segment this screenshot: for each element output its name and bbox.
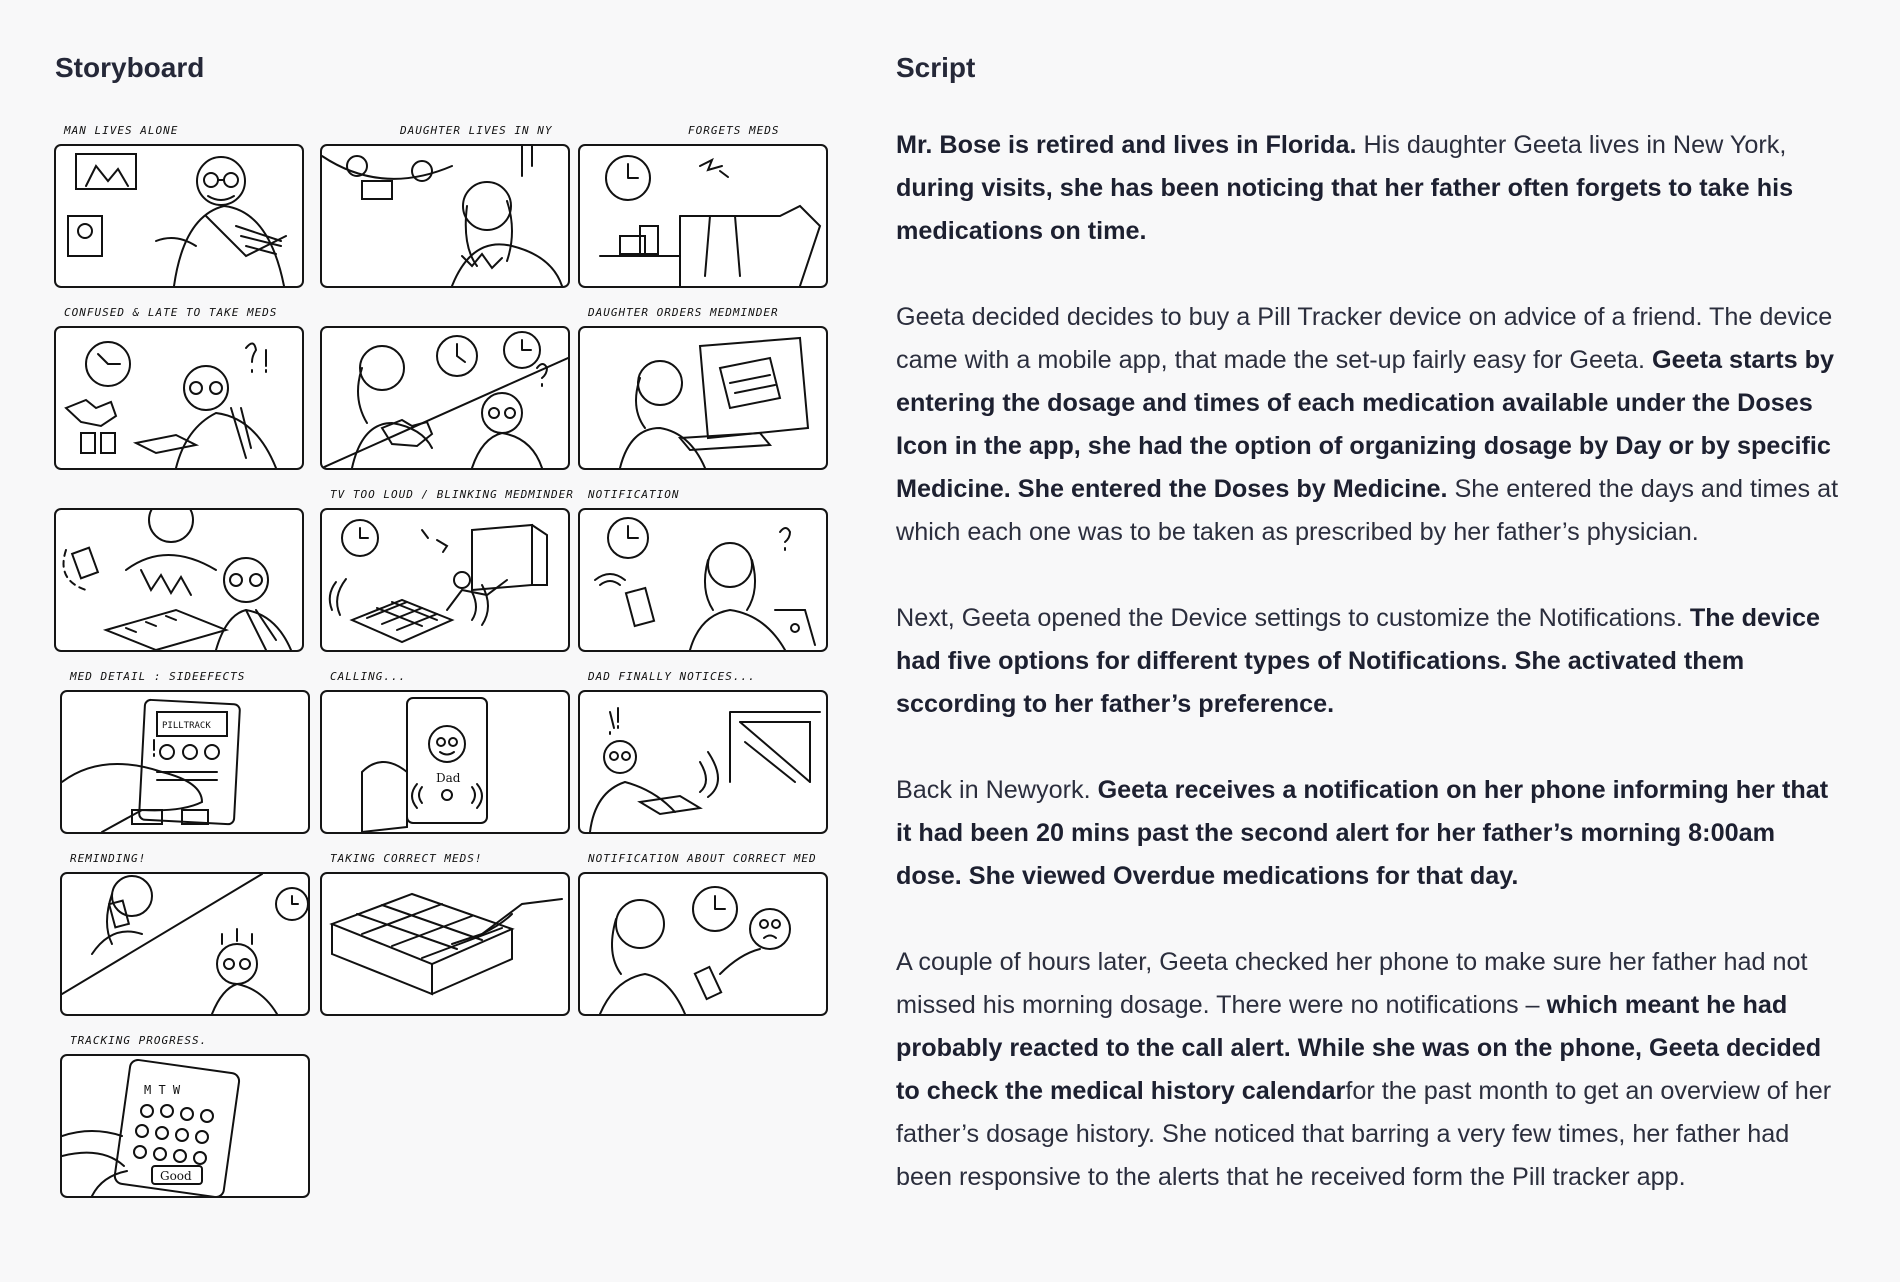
panel-sketch	[54, 508, 304, 652]
script-bold-text: Geeta starts by entering the dosage and times of each medication available under the Doses Icon in the app, she had the option of organizing dosage by Day or by specific Medicine. She entered the Doses by Medicine.	[896, 346, 1835, 503]
script-paragraph	[896, 296, 1846, 554]
script-bold-text: Mr. Bose is retired and lives in Florida.	[896, 131, 1357, 159]
panel-sketch	[578, 144, 828, 288]
storyboard-panel	[578, 852, 830, 1020]
good-label: Good	[160, 1169, 192, 1183]
script-paragraph	[896, 124, 1846, 253]
storyboard-heading: Storyboard	[55, 52, 205, 83]
storyboard-panel	[60, 1034, 312, 1202]
storyboard-panel	[578, 488, 830, 656]
panel-caption: NOTIFICATION ABOUT CORRECT MED	[588, 852, 817, 865]
script-text: A couple of hours later, Geeta checked her phone to make sure her father had not missed his morning dosage. There were no notifications –	[896, 948, 1808, 1019]
panel-caption: DAUGHTER LIVES IN NY	[400, 124, 553, 137]
storyboard-panel	[578, 306, 830, 474]
storyboard-panel	[60, 670, 312, 838]
script-text: Back in Newyork.	[896, 776, 1098, 804]
storyboard-panel	[320, 306, 572, 474]
script-bold-text: during visits, she has been noticing that her father often forgets to take his medications on time.	[896, 174, 1794, 245]
panel-caption: REMINDING!	[70, 852, 147, 865]
panel-sketch	[60, 872, 310, 1016]
panel-sketch	[60, 690, 310, 834]
panel-sketch	[54, 326, 304, 470]
panel-sketch	[578, 872, 828, 1016]
storyboard-panel	[320, 488, 572, 656]
script-heading: Script	[896, 52, 976, 83]
script-bold-text: which meant he had probably reacted to the call alert. While she was on the phone, Geeta decided to check the medical history calendar	[896, 991, 1822, 1105]
storyboard-panel	[320, 124, 572, 292]
script-bold-text: Geeta receives a notification on her phone informing her that it had been 20 mins past the second alert for her father’s morning 8:00am dose. She viewed Overdue medications for that day.	[896, 776, 1829, 890]
panel-sketch	[320, 690, 570, 834]
weekday-label: M T W	[144, 1083, 181, 1097]
script-paragraph	[896, 769, 1846, 898]
panel-sketch	[320, 144, 570, 288]
panel-caption: TV TOO LOUD / BLINKING MEDMINDER	[330, 488, 574, 501]
panel-caption: MAN LIVES ALONE	[64, 124, 179, 137]
panel-caption: DAD FINALLY NOTICES...	[588, 670, 756, 683]
panel-sketch	[578, 690, 828, 834]
script-text: Geeta decided decides to buy a Pill Tracker device on advice of a friend. The device came with a mobile app, that made the set-up fairly easy for Geeta.	[896, 303, 1833, 374]
dad-label: Dad	[436, 771, 461, 785]
script-paragraph	[896, 597, 1846, 726]
script-text: for the past month to get an overview of her father’s dosage history. She noticed that barring a very few times, her father had been responsive to the alerts that he received form the Pill tracker app.	[896, 1077, 1832, 1191]
storyboard-panel	[60, 852, 312, 1020]
panel-caption: NOTIFICATION	[588, 488, 680, 501]
panel-sketch	[578, 326, 828, 470]
panel-caption: MED DETAIL : SIDEEFECTS	[70, 670, 246, 683]
panel-sketch	[60, 1054, 310, 1198]
panel-sketch	[578, 508, 828, 652]
storyboard-panel	[54, 124, 306, 292]
storyboard-grid	[48, 124, 838, 1220]
panel-sketch	[320, 508, 570, 652]
script-bold-text: The device had five options for different types of Notifications. She activated them sccording to her father’s preference.	[896, 604, 1821, 718]
panel-caption: FORGETS MEDS	[688, 124, 780, 137]
storyboard-panel	[54, 488, 306, 656]
script-body	[896, 124, 1846, 1242]
storyboard-panel	[578, 124, 830, 292]
script-text: His daughter Geeta lives in New York,	[1356, 131, 1787, 159]
panel-sketch	[54, 144, 304, 288]
script-paragraph	[896, 941, 1846, 1199]
script-text: She entered the days and times at which each one was to be taken as prescribed by her father’s physician.	[896, 475, 1839, 546]
storyboard-panel	[320, 852, 572, 1020]
pilltracker-label: PILLTRACK	[162, 721, 211, 731]
panel-caption: CONFUSED & LATE TO TAKE MEDS	[64, 306, 278, 319]
panel-sketch	[320, 326, 570, 470]
panel-sketch	[320, 872, 570, 1016]
panel-caption: TRACKING PROGRESS.	[70, 1034, 208, 1047]
storyboard-panel	[578, 670, 830, 838]
panel-caption: CALLING...	[330, 670, 407, 683]
storyboard-panel	[320, 670, 572, 838]
panel-caption: TAKING CORRECT MEDS!	[330, 852, 483, 865]
script-text: Next, Geeta opened the Device settings to customize the Notifications.	[896, 604, 1690, 632]
panel-caption: DAUGHTER ORDERS MEDMINDER	[588, 306, 779, 319]
storyboard-panel	[54, 306, 306, 474]
